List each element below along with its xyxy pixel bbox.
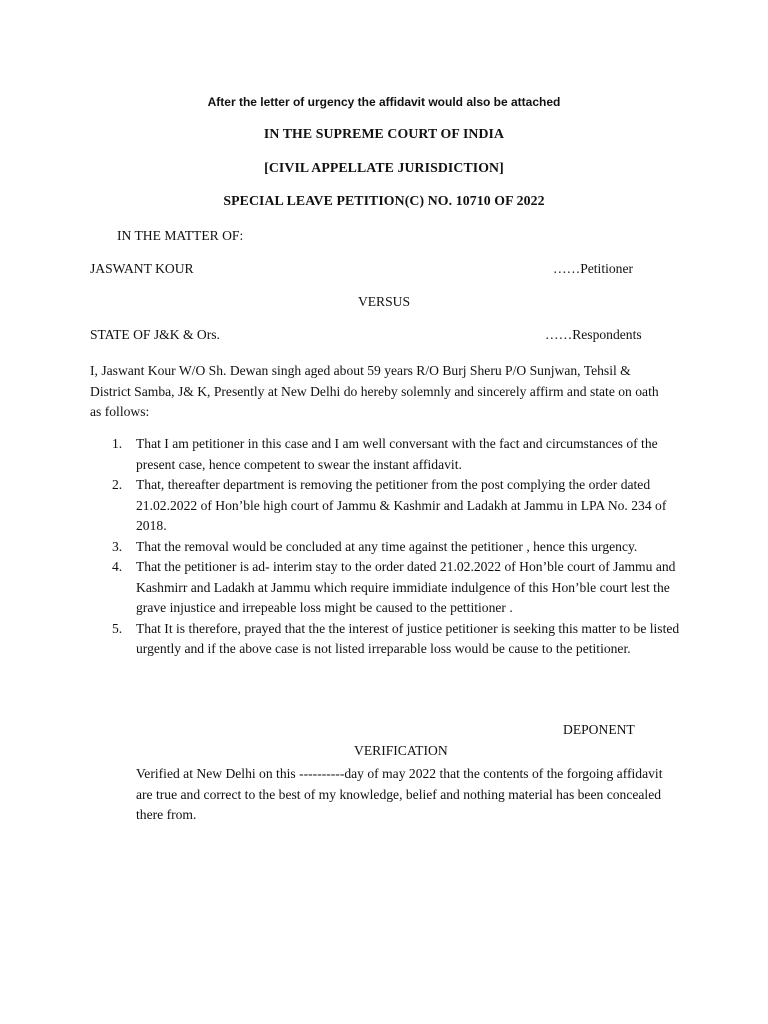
list-item-text: That, thereafter department is removing the petitioner from the post complying the order dated 21.02.2022 of Hon’ble high court of Jammu & Kashmir and Ladakh at Jammu in LPA No. 234 of 2018. [136,477,667,533]
list-item [90,537,680,558]
deponent-label: DEPONENT [563,722,635,737]
list-item [90,475,680,537]
verification-paragraph: Verified at New Delhi on this ----------day of may 2022 that the contents of the forgoing affidavit are true and correct to the best of my knowledge, belief and nothing material has been concealed there from. [136,766,663,822]
court-heading: IN THE SUPREME COURT OF INDIA [263,126,505,141]
list-item [90,557,680,619]
petitioner-role: ……Petitioner [553,261,634,276]
matter-of-label: IN THE MATTER OF: [117,228,244,243]
affirmation-paragraph: I, Jaswant Kour W/O Sh. Dewan singh aged about 59 years R/O Burj Sheru P/O Sunjwan, Tehsil & District Samba, J& K, Presently at New Delhi do hereby solemnly and sincerely affirm and state on oath as follows: [90,363,659,419]
list-item-number: 3. [112,538,123,554]
attachment-note: After the letter of urgency the affidavit would also be attached [207,95,561,109]
list-item-number: 1. [112,436,123,451]
list-item [90,434,680,475]
list-item-text: That I am petitioner in this case and I am well conversant with the fact and circumstances of the present case, hence competent to swear the instant affidavit. [136,436,658,472]
jurisdiction-heading: [CIVIL APPELLATE JURISDICTION] [264,160,504,175]
petitioner-name: JASWANT KOUR [90,261,194,276]
respondents-name: STATE OF J&K & Ors. [90,327,220,342]
list-item-text: That It is therefore, prayed that the the interest of justice petitioner is seeking this matter to be listed urgently and if the above case is not listed irreparable loss would be cause to the petitioner. [136,620,680,656]
versus-label: VERSUS [357,294,411,309]
list-item-number: 5. [112,620,123,636]
list-item-text: That the removal would be concluded at any time against the petitioner , hence this urgency. [136,538,638,554]
petition-number-heading: SPECIAL LEAVE PETITION(C) NO. 10710 OF 2022 [223,193,545,208]
respondents-role: ……Respondents [545,327,642,342]
affidavit-points-list [90,434,680,660]
list-item-text: That the petitioner is ad- interim stay to the order dated 21.02.2022 of Hon’ble court of Jammu and Kashmirr and Ladakh at Jammu which require immidiate indulgence of this Hon’ble court lest the grave injustice and irrepeable loss might be caused to the pettitioner . [136,559,676,615]
list-item [90,619,680,660]
verification-title: VERIFICATION [354,743,448,758]
list-item-number: 2. [112,477,123,492]
list-item-number: 4. [112,559,123,574]
